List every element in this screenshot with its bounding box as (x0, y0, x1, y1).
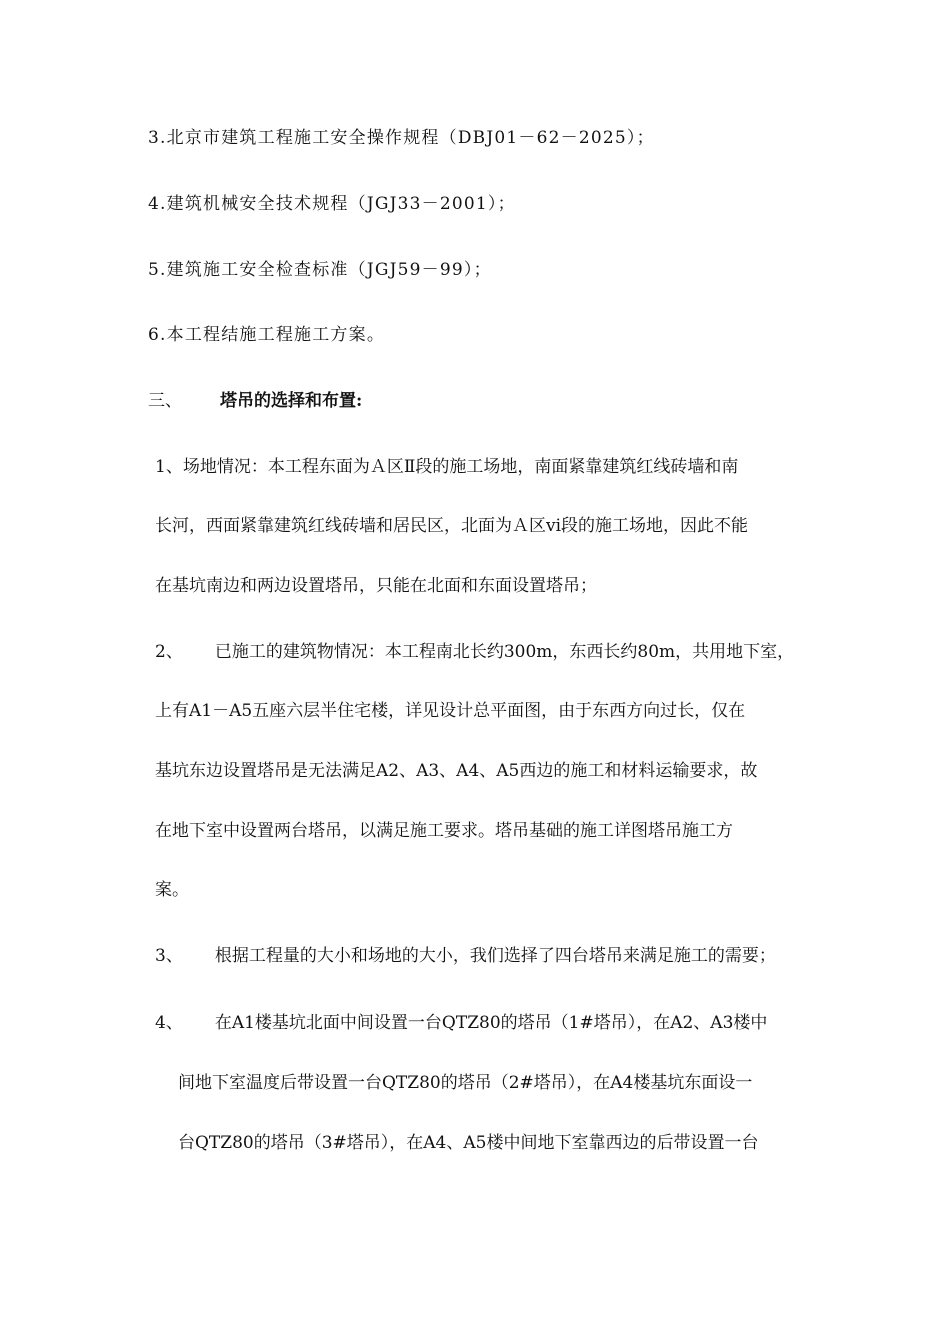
reference-3: 3.北京市建筑工程施工安全操作规程（DBJ01－62－2025）； (148, 128, 655, 148)
item2-line-3: 基坑东边设置塔吊是无法满足A2、A3、A4、A5西边的施工和材料运输要求，故 (155, 761, 758, 781)
section-number: 三、 (148, 391, 182, 411)
item4-line-2: 间地下室温度后带设置一台QTZ80的塔吊（2#塔吊），在A4楼基坑东面设一 (178, 1073, 753, 1093)
section-heading (148, 391, 362, 411)
item3-line (155, 946, 776, 966)
reference-4: 4.建筑机械安全技术规程（JGJ33－2001）； (148, 194, 516, 214)
section-title: 塔吊的选择和布置: (220, 391, 363, 411)
item3-number: 3、 (155, 946, 183, 966)
item1-line-1: 1、场地情况：本工程东面为Ａ区Ⅱ段的施工场地，南面紧靠建筑红线砖墙和南 (155, 457, 739, 477)
item3-text: 根据工程量的大小和场地的大小，我们选择了四台塔吊来满足施工的需要； (214, 946, 776, 966)
item2-text-1: 已施工的建筑物情况：本工程南北长约300m，东西长约80m，共用地下室， (214, 642, 795, 662)
item2-line-2: 上有A1－A5五座六层半住宅楼，详见设计总平面图，由于东西方向过长，仅在 (155, 701, 746, 721)
item1-line-2: 长河，西面紧靠建筑红线砖墙和居民区，北面为Ａ区ⅵ段的施工场地，因此不能 (155, 516, 749, 536)
reference-5: 5.建筑施工安全检查标准（JGJ59－99）； (148, 260, 492, 280)
item2-line-1 (155, 642, 794, 662)
item1-line-3: 在基坑南边和两边设置塔吊，只能在北面和东面设置塔吊； (155, 576, 597, 596)
reference-6: 6.本工程结施工程施工方案。 (148, 325, 386, 345)
item2-line-5: 案。 (155, 880, 189, 900)
item4-line-1 (155, 1013, 767, 1033)
item2-line-4: 在地下室中设置两台塔吊，以满足施工要求。塔吊基础的施工详图塔吊施工方 (155, 821, 733, 841)
item4-number: 4、 (155, 1013, 183, 1033)
item4-text-1: 在A1楼基坑北面中间设置一台QTZ80的塔吊（1#塔吊），在A2、A3楼中 (214, 1013, 768, 1033)
item4-line-3: 台QTZ80的塔吊（3#塔吊），在A4、A5楼中间地下室靠西边的后带设置一台 (178, 1133, 759, 1153)
item2-number: 2、 (155, 642, 183, 662)
